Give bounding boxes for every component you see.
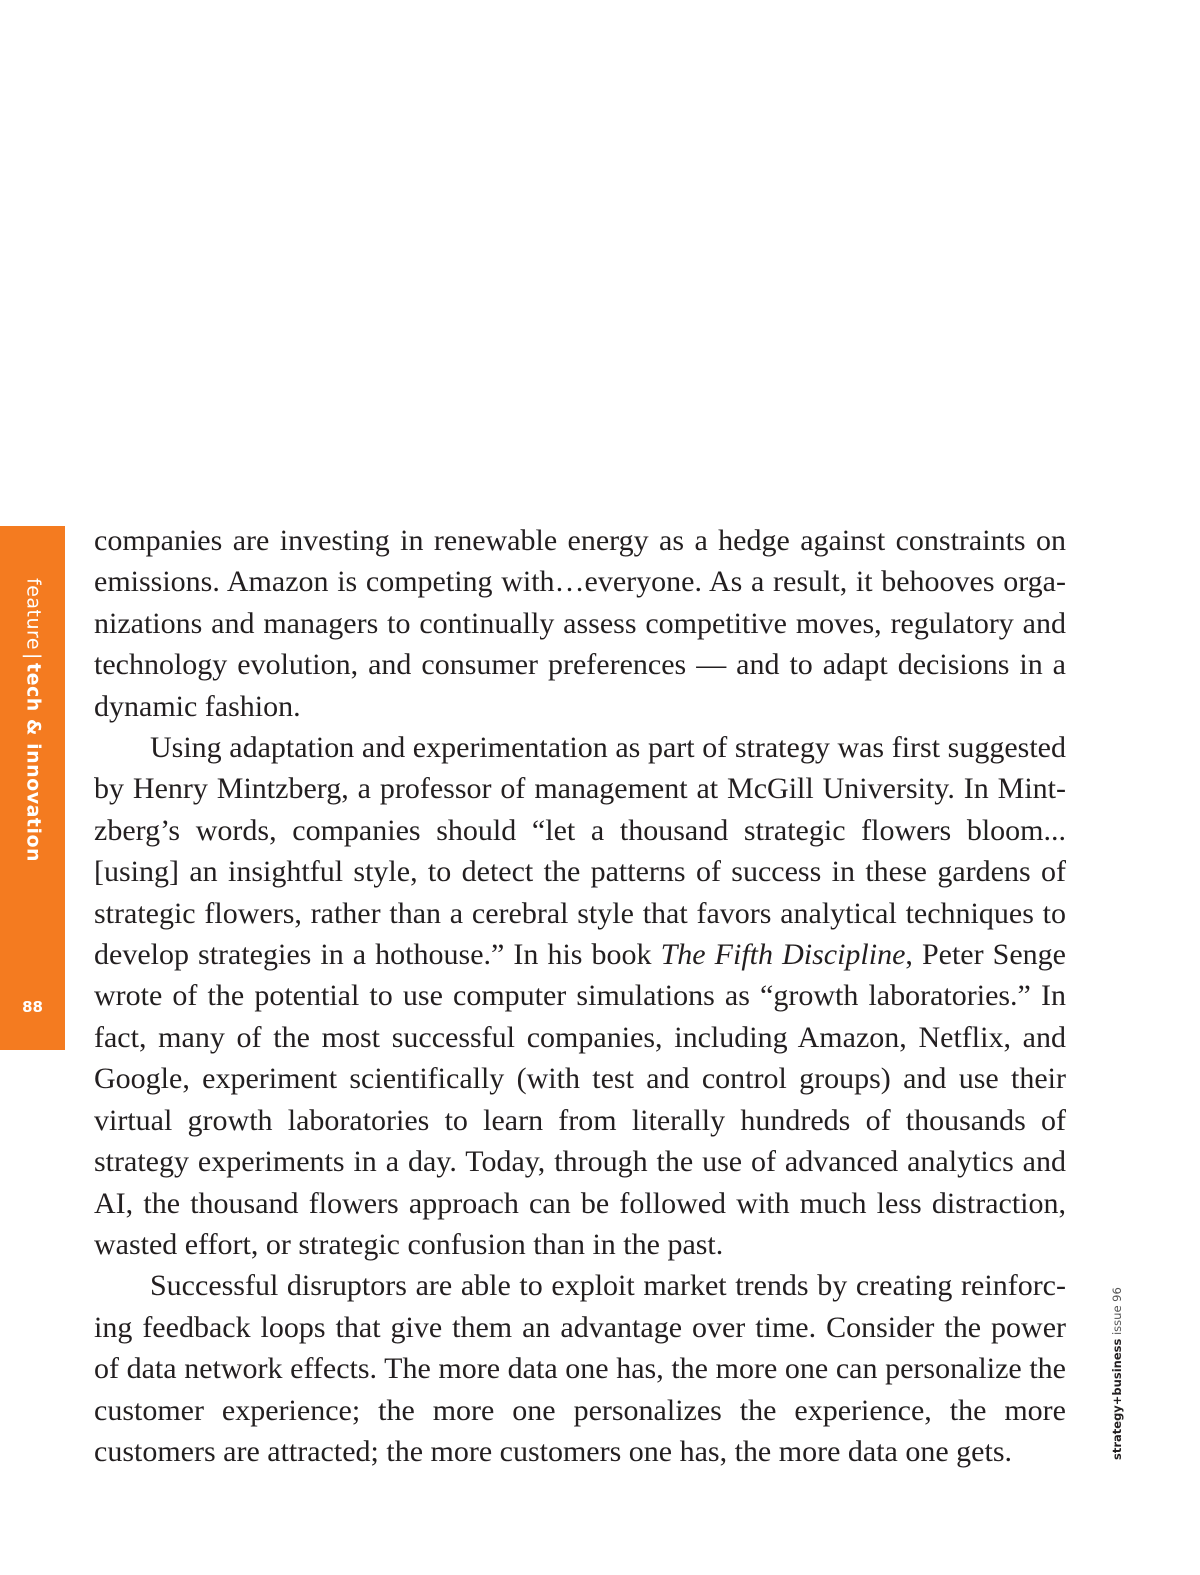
book-title: The Fifth Discipline [660, 938, 906, 972]
section-label-feature: feature [22, 578, 45, 651]
paragraph-1: companies are investing in renewable energy as a hedge against constraints on emissions. Amazon is competing with…everyone. As a result, it behooves organizations and managers to continually assess competitive moves, regulatory and technology evolution, and consumer preferences — and to adapt decisions in a dynamic fashion. [94, 524, 1066, 723]
article-body [94, 520, 1066, 1472]
paragraph-2-part-1: Using adaptation and experimentation as part of strategy was first suggested by Henry Mintzberg, a professor of management at McGill University. In Mintzberg’s words, companies should “let a thousand strategic flowers bloom...[using] an insightful style, to detect the patterns of success in these gardens of strategic flowers, rather than a cerebral style that favors analytical techniques to develop strategies in a hothouse.” In his book [94, 731, 1066, 972]
paragraph-3: Successful disruptors are able to exploit market trends by creating reinforcing feedback loops that give them an advantage over time. Consider the power of data network effects. The more data one has, the more one can personalize the customer experience; the more one personalizes the experience, the more customers are attracted; the more customers one has, the more data one gets. [94, 1269, 1066, 1468]
section-label [24, 578, 43, 862]
section-label-topic: tech & innovation [22, 663, 45, 863]
issue-number: issue 96 [1110, 1287, 1124, 1339]
publication-footer [1112, 1287, 1124, 1460]
page-number: 88 [22, 998, 43, 1016]
publication-name: strategy+business [1110, 1338, 1124, 1460]
section-label-separator: | [22, 653, 45, 661]
paragraph-2 [94, 727, 1066, 1265]
paragraph-2-part-2: , Peter Senge wrote of the potential to use computer simulations as “growth laboratories.” In fact, many of the most successful companies, including Amazon, Netflix, and Google, experiment scientifically (with test and control groups) and use their virtual growth laboratories to learn from literally hundreds of thousands of strategy experiments in a day. Today, through the use of advanced analytics and AI, the thousand flowers approach can be followed with much less distraction, wasted effort, or strategic confusion than in the past. [94, 938, 1066, 1261]
